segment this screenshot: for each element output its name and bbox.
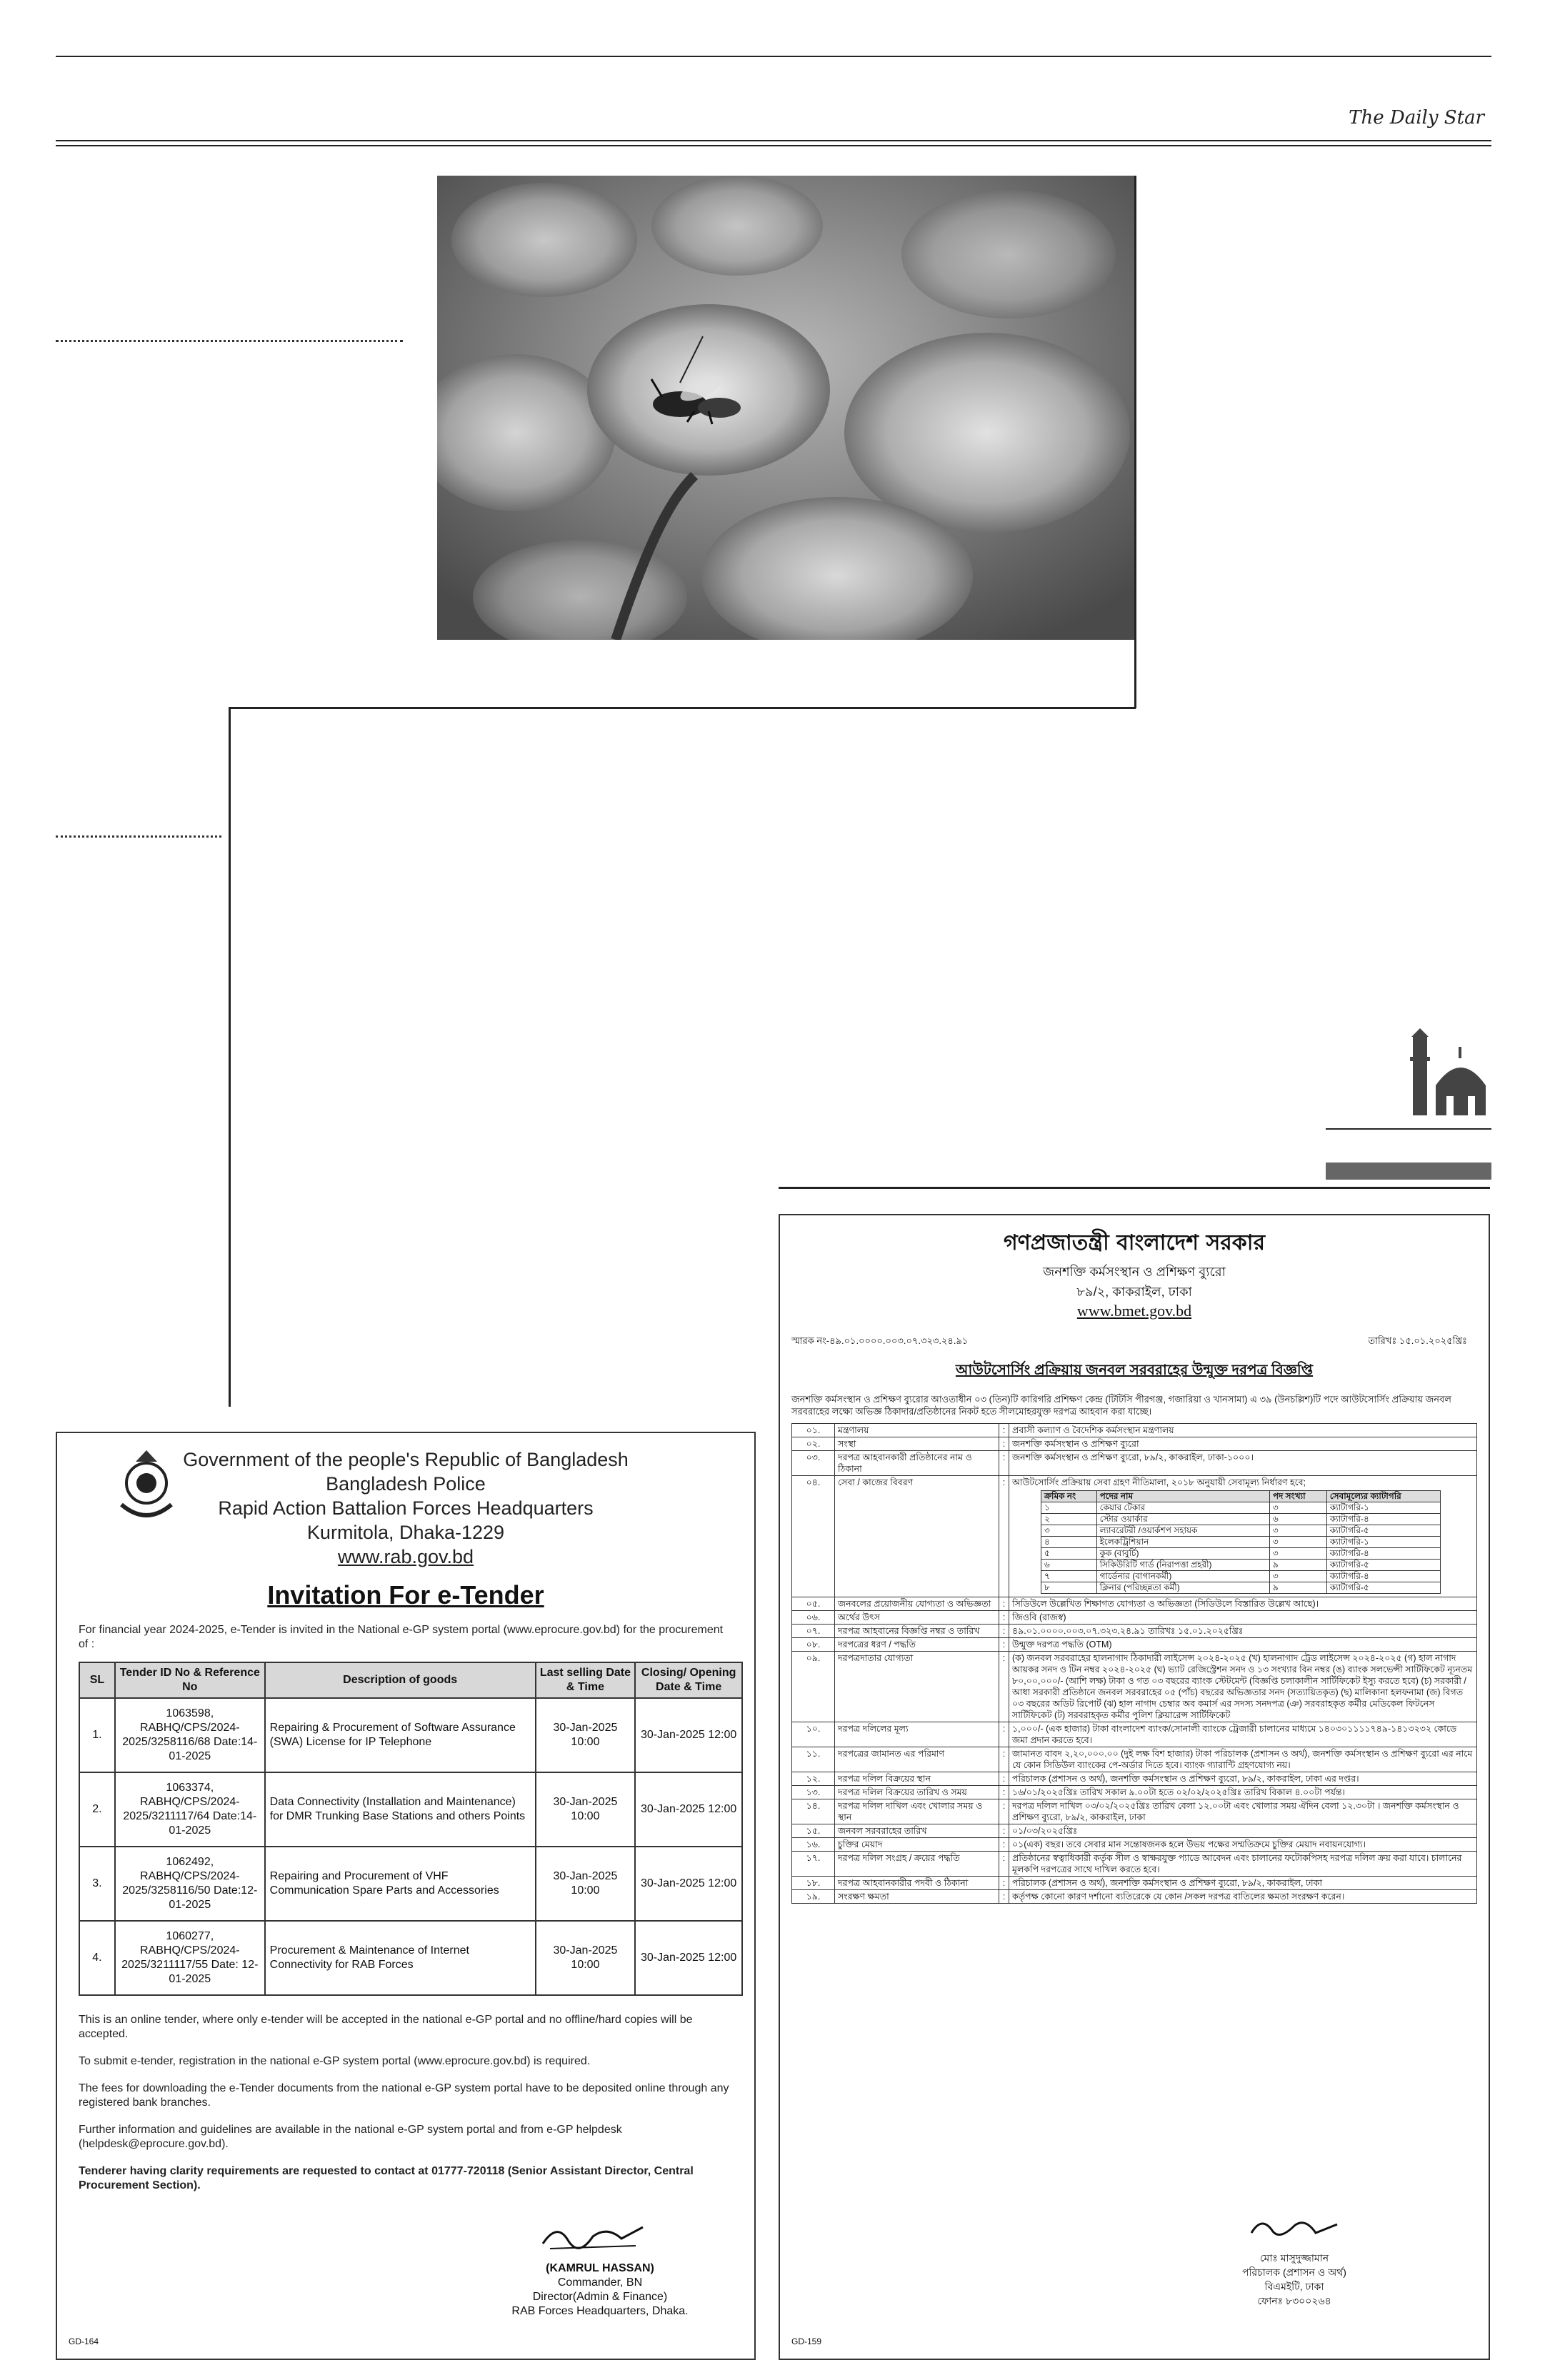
post-cell: ক্যাটাগরি-৫ — [1326, 1582, 1440, 1594]
bmet-signatory-line: বিএমইটি, ঢাকা — [1264, 2281, 1324, 2292]
row-value: ৪৯.০১.০০০০.০০৩.০৭.৩২৩.২৪.৯১ তারিখঃ ১৫.০১.২০২৫খ্রিঃ — [1009, 1625, 1477, 1638]
section-rule — [1326, 1128, 1491, 1130]
post-cell: ৬ — [1041, 1560, 1097, 1571]
row-value: দরপত্র দলিল দাখিল ০৩/০২/২০২৫খ্রিঃ তারিখ বেলা ১২.০০টা এবং খোলার সময় ঐদিন বেলা ১২.৩০টা । জনশক্তি কর্মসংস্থান ও প্রশিক্ষণ ব্যুরো, ৮৯/২, কাকরাইল, ঢাকা — [1009, 1799, 1477, 1824]
row-value: ১,০০০/- (এক হাজার) টাকা বাংলাদেশ ব্যাংক/সোনালী ব্যাংকে ট্রেজারী চালানের মাধ্যমে ১৪০৩০১১১১৭৪৯-১৪১৩২৩২ কোডে জমা প্রদান করতে হবে। — [1009, 1722, 1477, 1747]
table-row: ১০. দরপত্র দলিলের মূল্য : ১,০০০/- (এক হাজার) টাকা বাংলাদেশ ব্যাংক/সোনালী ব্যাংকে ট্রেজারী চালানের মাধ্যমে ১৪০৩০১১১১৭৪৯-১৪১৩২৩২ কোডে জমা প্রদান করতে হবে। — [792, 1722, 1477, 1747]
row-key: দরপত্র আহবানকারী প্রতিষ্ঠানের নাম ও ঠিকানা — [835, 1451, 999, 1476]
post-cell: ক্যাটাগরি-৫ — [1326, 1560, 1440, 1571]
rab-signatory-line: Commander, BN — [557, 2276, 643, 2289]
row-value: ১৬/০১/২০২৫খ্রিঃ তারিখ সকাল ৯.০০টা হতে ০২/০২/২০২৫খ্রিঃ তারিখ বিকাল ৪.০০টা পর্যন্ত। — [1009, 1786, 1477, 1799]
post-cell: ২ — [1041, 1514, 1097, 1525]
rab-tender-ad — [56, 1432, 756, 2360]
post-cell: ৪ — [1041, 1537, 1097, 1548]
post-cell: ৩ — [1269, 1525, 1326, 1537]
cell-close: 30-Jan-2025 12:00 — [635, 1847, 742, 1921]
table-row — [1041, 1548, 1441, 1560]
cell-ref: 1063598, RABHQ/CPS/2024-2025/3258116/68 Date:14-01-2025 — [115, 1698, 265, 1772]
rab-note: The fees for downloading the e-Tender documents from the national e-GP system portal have to be deposited online through any registered bank branches. — [79, 2082, 729, 2109]
row-value: ০১(এক) বছর। তবে সেবার মান সন্তোষজনক হলে উভয় পক্ষের সম্মতিক্রমে চুক্তির মেয়াদ নবায়নযোগ্য। — [1009, 1838, 1477, 1852]
post-cell: ৮ — [1041, 1582, 1097, 1594]
row-number: ০৯. — [792, 1652, 835, 1722]
table-row: ০৮. দরপত্রের ধরণ / পদ্ধতি : উন্মুক্ত দরপত্র পদ্ধতি (OTM) — [792, 1638, 1477, 1652]
cell-sl: 1. — [79, 1698, 115, 1772]
col-header: সেবামূল্যের ক্যাটাগরি — [1326, 1491, 1440, 1502]
cell-close: 30-Jan-2025 12:00 — [635, 1698, 742, 1772]
row-value: প্রবাসী কল্যাণ ও বৈদেশিক কর্মসংস্থান মন্ত্রণালয় — [1009, 1424, 1477, 1437]
col-header: SL — [79, 1662, 115, 1698]
posts-table — [1041, 1490, 1441, 1594]
post-cell: ক্যাটাগরি-৫ — [1326, 1525, 1440, 1537]
row-value: উন্মুক্ত দরপত্র পদ্ধতি (OTM) — [1009, 1638, 1477, 1652]
row-value: পরিচালক (প্রশাসন ও অর্থ), জনশক্তি কর্মসংস্থান ও প্রশিক্ষণ ব্যুরো, ৮৯/২, কাকরাইল, ঢাকা — [1009, 1877, 1477, 1890]
post-cell: ৬ — [1269, 1514, 1326, 1525]
row-number: ০৪. — [792, 1476, 835, 1597]
table-row: ১৭. দরপত্র দলিল সংগ্রহ / ক্রয়ের পদ্ধতি : প্রতিষ্ঠানের স্বত্বাধিকারী কর্তৃক সীল ও স্বাক্ষরযুক্ত প্যাডে আবেদন এবং চালানের ফটোকপিসহ দরপত্র দলিল ক্রয় করা যাবে। চালানের মূলকপি দরপত্রের সাথে দাখিল করতে হবে। — [792, 1852, 1477, 1877]
row-number: ১৯. — [792, 1890, 835, 1904]
column-divider — [56, 835, 221, 838]
row-value: প্রতিষ্ঠানের স্বত্বাধিকারী কর্তৃক সীল ও স্বাক্ষরযুক্ত প্যাডে আবেদন এবং চালানের ফটোকপিসহ দরপত্র দলিল ক্রয় করা যাবে। চালানের মূলকপি দরপত্রের সাথে দাখিল করতে হবে। — [1009, 1852, 1477, 1877]
row-value: ০১/০৩/২০২৫খ্রিঃ — [1009, 1824, 1477, 1838]
row-number: ১৭. — [792, 1852, 835, 1877]
post-cell: ৩ — [1269, 1502, 1326, 1514]
row-value — [1009, 1476, 1477, 1597]
row-number: ১৫. — [792, 1824, 835, 1838]
memo-number: স্মারক নং-৪৯.০১.০০০০.০০৩.০৭.৩২৩.২৪.৯১ — [791, 1335, 969, 1346]
rab-header-line: Kurmitola, Dhaka-1229 — [306, 1522, 505, 1543]
row-number: ০২. — [792, 1437, 835, 1451]
row-number: ১৩. — [792, 1786, 835, 1799]
rab-note: Further information and guidelines are available in the national e-GP system portal and from e-GP helpdesk (helpdesk@eprocure.gov.bd). — [79, 2124, 622, 2150]
row-value: জনশক্তি কর্মসংস্থান ও প্রশিক্ষণ ব্যুরো, ৮৯/২, কাকরাইল, ঢাকা-১০০০। — [1009, 1451, 1477, 1476]
cell-close: 30-Jan-2025 12:00 — [635, 1772, 742, 1847]
cell-sl: 2. — [79, 1772, 115, 1847]
row-number: ০৩. — [792, 1451, 835, 1476]
post-cell: কুক (বাবুর্চি) — [1096, 1548, 1269, 1560]
bmet-signatory-name: মোঃ মাসুদুজ্জামান — [1259, 2252, 1329, 2264]
row-value: কর্তৃপক্ষ কোনো কারণ দর্শানো ব্যতিরেকে যে কোন /সকল দরপত্র বাতিলের ক্ষমতা সংরক্ষণ করেন। — [1009, 1890, 1477, 1904]
row-value: জিওবি (রাজস্ব) — [1009, 1611, 1477, 1625]
rab-signatory-line: RAB Forces Headquarters, Dhaka. — [511, 2305, 689, 2317]
table-row: ১৪. দরপত্র দলিল দাখিল এবং খোলার সময় ও স্থান : দরপত্র দলিল দাখিল ০৩/০২/২০২৫খ্রিঃ তারিখ বেলা ১২.০০টা এবং খোলার সময় ঐদিন বেলা ১২.৩০টা । জনশক্তি কর্মসংস্থান ও প্রশিক্ষণ ব্যুরো, ৮৯/২, কাকরাইল, ঢাকা — [792, 1799, 1477, 1824]
frame-line — [1134, 176, 1136, 708]
col-header: Tender ID No & Reference No — [115, 1662, 265, 1698]
cell-last: 30-Jan-2025 10:00 — [536, 1772, 636, 1847]
frame-line — [779, 1187, 1490, 1189]
memo-date: তারিখঃ ১৫.০১.২০২৫খ্রিঃ — [1368, 1335, 1467, 1346]
table-header-row — [79, 1662, 742, 1698]
rab-website-link[interactable]: www.rab.gov.bd — [337, 1546, 474, 1567]
row-key: দরপত্র দলিল বিক্রয়ের তারিখ ও সময় — [835, 1786, 999, 1799]
row-number: ১৪. — [792, 1799, 835, 1824]
masthead-logo: The Daily Star — [1349, 107, 1484, 129]
signature-icon — [536, 2219, 650, 2254]
post-cell: ৭ — [1041, 1571, 1097, 1582]
post-cell: ৩ — [1041, 1525, 1097, 1537]
rab-emblem-icon — [114, 1447, 179, 1526]
post-cell: ৩ — [1269, 1537, 1326, 1548]
post-cell: ল্যাবরেটরী /ওয়ার্কশপ সহায়ক — [1096, 1525, 1269, 1537]
bmet-website-link[interactable]: www.bmet.gov.bd — [1076, 1302, 1192, 1320]
row-key: সংস্থা — [835, 1437, 999, 1451]
cell-ref: 1062492, RABHQ/CPS/2024-2025/3258116/50 Date:12-01-2025 — [115, 1847, 265, 1921]
post-cell: ৩ — [1269, 1548, 1326, 1560]
row-key: জনবল সরবরাহের তারিখ — [835, 1824, 999, 1838]
masthead-rule-2 — [56, 145, 1491, 146]
row-key: দরপত্র দলিল দাখিল এবং খোলার সময় ও স্থান — [835, 1799, 999, 1824]
ad-code: GD-164 — [69, 2336, 99, 2346]
row-key: দরপত্র দলিল সংগ্রহ / ক্রয়ের পদ্ধতি — [835, 1852, 999, 1877]
table-row — [1041, 1525, 1441, 1537]
bee-flower-photo — [437, 176, 1134, 640]
row-value: জামানত বাবদ ২,২০,০০০.০০ (দুই লক্ষ বিশ হাজার) টাকা পরিচালক (প্রশাসন ও অর্থ), জনশক্তি কর্মসংস্থান ও প্রশিক্ষণ ব্যুরো এর নামে যে কোন সিডিউল ব্যাংকের পে-অর্ডার দিতে হবে। ব্যাংক গ্যারান্টি গ্রহণযোগ্য নয়। — [1009, 1747, 1477, 1772]
bmet-signatory-line: ফোনঃ ৮৩০০২৬৪ — [1257, 2295, 1331, 2306]
bmet-notice-title: আউটসোর্সিং প্রক্রিয়ায় জনবল সরবরাহের উন্মুক্ত দরপত্র বিজ্ঞপ্তি — [955, 1362, 1314, 1378]
frame-line — [229, 707, 231, 1407]
table-row — [1041, 1514, 1441, 1525]
table-row: ১৬. চুক্তির মেয়াদ : ০১(এক) বছর। তবে সেবার মান সন্তোষজনক হলে উভয় পক্ষের সম্মতিক্রমে চুক্তির মেয়াদ নবায়নযোগ্য। — [792, 1838, 1477, 1852]
rab-note: Tenderer having clarity requirements are requested to contact at 01777-720118 (Senior Assistant Director, Central Procurement Section). — [79, 2165, 694, 2191]
col-header: Closing/ Opening Date & Time — [635, 1662, 742, 1698]
table-row — [1041, 1537, 1441, 1548]
post-cell: ৫ — [1041, 1548, 1097, 1560]
row-number: ০৫. — [792, 1597, 835, 1611]
table-row — [1041, 1560, 1441, 1571]
table-row: ০৯. দরপত্রদাতার যোগ্যতা : (ক) জনবল সরবরাহের হালনাগাদ ঠিকাদারী লাইসেন্স ২০২৪-২০২৫ (খ) হালনাগাদ ট্রেড লাইসেন্স ২০২৪-২০২৫ (গ) হাল নাগাদ আয়কর সনদ ও টিন নম্বর ২০২৪-২০২৫ (ঘ) ভ্যাট রেজিস্ট্রেশন সনদ ও ১৩ সংখ্যার বিন নম্বর (ঙ) ব্যাংক সলভেন্সী সার্টিফিকেট ন্যূনতম ৮০,০০,০০০/- (আশি লক্ষ) টাকা ও গত ০৩ বছরের ব্যাংক স্টেটমেন্ট (বিজ্ঞপ্তি চলাকালীন সার্টিফিকেট ইস্যু করতে হবে) (চ) সরকারী / আধা সরকারী প্রতিষ্ঠানে জনবল সরবরাহের ০৫ (পাঁচ) বছরের অভিজ্ঞতার সনদ (সত্যায়িতকৃত) (ছ) মালিকানা হলফনামা (জ) বিগত ০৩ বছরের অডিট রিপোর্ট (ঝ) হাল নাগাদ চেম্বার অব কমার্স এর সদস্য সনদপত্র (ঞ) সরবরাহকৃত কর্মীর মেডিকেল ফিটনেস সার্টিফিকেট (ট) সরবরাহকৃত কর্মীর পুলিশ ক্লিয়ারেন্স সার্টিফিকেট — [792, 1652, 1477, 1722]
section-bar — [1326, 1163, 1491, 1180]
row-number: ১৮. — [792, 1877, 835, 1890]
table-row: ১৯. সংরক্ষণ ক্ষমতা : কর্তৃপক্ষ কোনো কারণ দর্শানো ব্যতিরেকে যে কোন /সকল দরপত্র বাতিলের ক্ষমতা সংরক্ষণ করেন। — [792, 1890, 1477, 1904]
column-divider — [56, 340, 403, 342]
post-cell: ক্যাটাগরি-১ — [1326, 1537, 1440, 1548]
row-key: অর্থের উৎস — [835, 1611, 999, 1625]
row-key: সেবা / কাজের বিবরণ — [835, 1476, 999, 1597]
col-header: ক্রমিক নং — [1041, 1491, 1097, 1502]
table-row: ০২. সংস্থা : জনশক্তি কর্মসংস্থান ও প্রশিক্ষণ ব্যুরো — [792, 1437, 1477, 1451]
table-row: ০৫. জনবলের প্রয়োজনীয় যোগ্যতা ও অভিজ্ঞতা : সিডিউলে উল্লেখিত শিক্ষাগত যোগ্যতা ও অভিজ্ঞতা (সিডিউলে বিস্তারিত উল্লেখ আছে)। — [792, 1597, 1477, 1611]
row-key: জনবলের প্রয়োজনীয় যোগ্যতা ও অভিজ্ঞতা — [835, 1597, 999, 1611]
row-value: পরিচালক (প্রশাসন ও অর্থ), জনশক্তি কর্মসংস্থান ও প্রশিক্ষণ ব্যুরো, ৮৯/২, কাকরাইল, ঢাকা এর দপ্তর। — [1009, 1772, 1477, 1786]
row-number: ০১. — [792, 1424, 835, 1437]
row-value: জনশক্তি কর্মসংস্থান ও প্রশিক্ষণ ব্যুরো — [1009, 1437, 1477, 1451]
cell-close: 30-Jan-2025 12:00 — [635, 1921, 742, 1995]
rab-note: To submit e-tender, registration in the national e-GP system portal (www.eprocure.gov.bd) is required. — [79, 2055, 591, 2067]
rab-header-line: Bangladesh Police — [326, 1473, 486, 1495]
cell-ref: 1060277, RABHQ/CPS/2024-2025/3211117/55 Date: 12-01-2025 — [115, 1921, 265, 1995]
top-rule — [56, 56, 1491, 57]
post-cell: ৯ — [1269, 1582, 1326, 1594]
cell-desc: Repairing and Procurement of VHF Communication Spare Parts and Accessories — [265, 1847, 536, 1921]
row-key: দরপত্রদাতার যোগ্যতা — [835, 1652, 999, 1722]
bmet-tender-ad — [779, 1214, 1490, 2360]
table-row: ১৮. দরপত্র আহবানকারীর পদবী ও ঠিকানা : পরিচালক (প্রশাসন ও অর্থ), জনশক্তি কর্মসংস্থান ও প্রশিক্ষণ ব্যুরো, ৮৯/২, কাকরাইল, ঢাকা — [792, 1877, 1477, 1890]
row-number: ১০. — [792, 1722, 835, 1747]
table-row — [1041, 1582, 1441, 1594]
bmet-info-table — [791, 1423, 1477, 1904]
post-cell: ক্যাটাগরি-১ — [1326, 1502, 1440, 1514]
bmet-signatory-line: পরিচালক (প্রশাসন ও অর্থ) — [1242, 2266, 1346, 2278]
row-number: ০৮. — [792, 1638, 835, 1652]
row-key: দরপত্রের ধরণ / পদ্ধতি — [835, 1638, 999, 1652]
bmet-title: গণপ্রজাতন্ত্রী বাংলাদেশ সরকার — [1004, 1230, 1265, 1255]
row-number: ১৬. — [792, 1838, 835, 1852]
rab-signatory-line: Director(Admin & Finance) — [532, 2291, 668, 2303]
row-key: চুক্তির মেয়াদ — [835, 1838, 999, 1852]
table-row: ০৭. দরপত্র আহবানের বিজ্ঞপ্তি নম্বর ও তারিখ : ৪৯.০১.০০০০.০০৩.০৭.৩২৩.২৪.৯১ তারিখঃ ১৫.০১.২০২৫খ্রিঃ — [792, 1625, 1477, 1638]
cell-desc: Procurement & Maintenance of Internet Connectivity for RAB Forces — [265, 1921, 536, 1995]
table-row — [79, 1698, 742, 1772]
photo-illustration — [437, 176, 1134, 640]
ad-code: GD-159 — [791, 2336, 822, 2346]
table-row: ১৫. জনবল সরবরাহের তারিখ : ০১/০৩/২০২৫খ্রিঃ — [792, 1824, 1477, 1838]
col-header: পদ সংখ্যা — [1269, 1491, 1326, 1502]
post-cell: ক্লিনার (পরিচ্ছন্নতা কর্মী) — [1096, 1582, 1269, 1594]
rab-intro: For financial year 2024-2025, e-Tender is invited in the National e-GP system portal (www.eprocure.gov.bd) for the procurement of : — [79, 1624, 724, 1650]
row-key: মন্ত্রণালয় — [835, 1424, 999, 1437]
post-cell: স্টোর ওয়ার্কার — [1096, 1514, 1269, 1525]
cell-last: 30-Jan-2025 10:00 — [536, 1847, 636, 1921]
rab-header-line: Rapid Action Battalion Forces Headquarters — [218, 1497, 594, 1519]
cell-sl: 3. — [79, 1847, 115, 1921]
row-key: দরপত্র আহবানের বিজ্ঞপ্তি নম্বর ও তারিখ — [835, 1625, 999, 1638]
table-row: ১৩. দরপত্র দলিল বিক্রয়ের তারিখ ও সময় : ১৬/০১/২০২৫খ্রিঃ তারিখ সকাল ৯.০০টা হতে ০২/০২/২০২৫খ্রিঃ তারিখ বিকাল ৪.০০টা পর্যন্ত। — [792, 1786, 1477, 1799]
row-value: (ক) জনবল সরবরাহের হালনাগাদ ঠিকাদারী লাইসেন্স ২০২৪-২০২৫ (খ) হালনাগাদ ট্রেড লাইসেন্স ২০২৪-২০২৫ (গ) হাল নাগাদ আয়কর সনদ ও টিন নম্বর ২০২৪-২০২৫ (ঘ) ভ্যাট রেজিস্ট্রেশন সনদ ও ১৩ সংখ্যার বিন নম্বর (ঙ) ব্যাংক সলভেন্সী সার্টিফিকেট ন্যূনতম ৮০,০০,০০০/- (আশি লক্ষ) টাকা ও গত ০৩ বছরের ব্যাংক স্টেটমেন্ট (বিজ্ঞপ্তি চলাকালীন সার্টিফিকেট ইস্যু করতে হবে) (চ) সরকারী / আধা সরকারী প্রতিষ্ঠানে জনবল সরবরাহের ০৫ (পাঁচ) বছরের অভিজ্ঞতার সনদ (সত্যায়িতকৃত) (ছ) মালিকানা হলফনামা (জ) বিগত ০৩ বছরের অডিট রিপোর্ট (ঝ) হাল নাগাদ চেম্বার অব কমার্স এর সদস্য সনদপত্র (ঞ) সরবরাহকৃত কর্মীর মেডিকেল ফিটনেস সার্টিফিকেট (ট) সরবরাহকৃত কর্মীর পুলিশ ক্লিয়ারেন্স সার্টিফিকেট — [1009, 1652, 1477, 1722]
row-key: দরপত্র দলিল বিক্রয়ের স্থান — [835, 1772, 999, 1786]
post-cell: ৯ — [1269, 1560, 1326, 1571]
cell-desc: Data Connectivity (Installation and Maintenance) for DMR Trunking Base Stations and others Points — [265, 1772, 536, 1847]
signature-icon — [1237, 2211, 1351, 2247]
col-header: পদের নাম — [1096, 1491, 1269, 1502]
cell-last: 30-Jan-2025 10:00 — [536, 1698, 636, 1772]
table-row: ১১. দরপত্রের জামানত এর পরিমাণ : জামানত বাবদ ২,২০,০০০.০০ (দুই লক্ষ বিশ হাজার) টাকা পরিচালক (প্রশাসন ও অর্থ), জনশক্তি কর্মসংস্থান ও প্রশিক্ষণ ব্যুরো এর নামে যে কোন সিডিউল ব্যাংকের পে-অর্ডার দিতে হবে। ব্যাংক গ্যারান্টি গ্রহণযোগ্য নয়। — [792, 1747, 1477, 1772]
posts-header-row — [1041, 1491, 1441, 1502]
post-cell: সিকিউরিটি গার্ড (নিরাপত্তা প্রহরী) — [1096, 1560, 1269, 1571]
row-number: ১২. — [792, 1772, 835, 1786]
table-row: ১২. দরপত্র দলিল বিক্রয়ের স্থান : পরিচালক (প্রশাসন ও অর্থ), জনশক্তি কর্মসংস্থান ও প্রশিক্ষণ ব্যুরো, ৮৯/২, কাকরাইল, ঢাকা এর দপ্তর। — [792, 1772, 1477, 1786]
table-row: ০৬. অর্থের উৎস : জিওবি (রাজস্ব) — [792, 1611, 1477, 1625]
cell-desc: Repairing & Procurement of Software Assurance (SWA) License for IP Telephone — [265, 1698, 536, 1772]
cell-sl: 4. — [79, 1921, 115, 1995]
rab-signatory-name: (KAMRUL HASSAN) — [546, 2262, 654, 2274]
frame-line — [229, 707, 1136, 709]
table-row: ০১. মন্ত্রণালয় : প্রবাসী কল্যাণ ও বৈদেশিক কর্মসংস্থান মন্ত্রণালয় — [792, 1424, 1477, 1437]
row-value: সিডিউলে উল্লেখিত শিক্ষাগত যোগ্যতা ও অভিজ্ঞতা (সিডিউলে বিস্তারিত উল্লেখ আছে)। — [1009, 1597, 1477, 1611]
post-cell: ক্যাটাগরি-৪ — [1326, 1514, 1440, 1525]
row-number: ১১. — [792, 1747, 835, 1772]
col-header: Description of goods — [265, 1662, 536, 1698]
row-key: দরপত্র দলিলের মূল্য — [835, 1722, 999, 1747]
row-key: সংরক্ষণ ক্ষমতা — [835, 1890, 999, 1904]
post-cell: ইলেকট্রিশিয়ান — [1096, 1537, 1269, 1548]
bmet-intro: জনশক্তি কর্মসংস্থান ও প্রশিক্ষণ ব্যুরোর আওতাধীন ০৩ (তিন)টি কারিগরি প্রশিক্ষণ কেন্দ্র (টিটিসি পীরগঞ্জ, গজারিয়া ও খানসামা) এ ৩৯ (উনচল্লিশ)টি পদে আউটসোর্সিং প্রক্রিয়ায় জনবল সরবরাহের লক্ষ্যে অভিজ্ঞ ঠিকাদার/প্রতিষ্ঠানের নিকট হতে সীলমোহরযুক্ত দরপত্র আহবান করা যাচ্ছে। — [791, 1394, 1451, 1417]
rab-tender-title: Invitation For e-Tender — [267, 1580, 544, 1610]
post-cell: ক্যাটাগরি-৪ — [1326, 1548, 1440, 1560]
rab-note: This is an online tender, where only e-tender will be accepted in the national e-GP portal and no offline/hard copies will be accepted. — [79, 2014, 693, 2040]
masthead-rule-1 — [56, 140, 1491, 141]
bmet-subtitle: জনশক্তি কর্মসংস্থান ও প্রশিক্ষণ ব্যুরো — [1043, 1265, 1226, 1279]
post-cell: গার্ডেনার (বাগানকর্মী) — [1096, 1571, 1269, 1582]
cell-ref: 1063374, RABHQ/CPS/2024-2025/3211117/64 Date:14-01-2025 — [115, 1772, 265, 1847]
post-cell: কেয়ার টেকার — [1096, 1502, 1269, 1514]
row-key: দরপত্র আহবানকারীর পদবী ও ঠিকানা — [835, 1877, 999, 1890]
post-cell: ৩ — [1269, 1571, 1326, 1582]
table-row — [1041, 1502, 1441, 1514]
table-row — [79, 1921, 742, 1995]
post-cell: ১ — [1041, 1502, 1097, 1514]
row-number: ০৬. — [792, 1611, 835, 1625]
row-key: দরপত্রের জামানত এর পরিমাণ — [835, 1747, 999, 1772]
table-row — [79, 1847, 742, 1921]
bmet-address: ৮৯/২, কাকরাইল, ঢাকা — [1076, 1285, 1192, 1299]
table-row: ০৪. সেবা / কাজের বিবরণ : আউটসোর্সিং প্রক্রিয়ায় সেবা গ্রহণ নীতিমালা, ২০১৮ অনুযায়ী সেবামূল্য নির্ধারণ হবে; ক্রমিক নং পদের নাম পদ সংখ্যা সেবামূল্যের ক্যাটাগরি ১ কেয়ার টেকার ৩ ক্যাটাগরি-১ ২ স্টোর ওয়ার্কার ৬ ক্যাটাগরি-৪ ৩ ল্যাবরেটরী /ওয়ার্কশপ সহায়ক ৩ ক্যাটাগরি-৫ ৪ ইলেকট্রিশিয়ান ৩ ক্যাটাগরি-১ ৫ কুক (বাবুর্চি) ৩ ক্যাটাগরি-৪ ৬ সিকিউরিটি গার্ড (নিরাপত্তা প্রহরী) ৯ ক্যাটাগরি-৫ ৭ গার্ডেনার (বাগানকর্মী) ৩ ক্যাটাগরি-৪ ৮ ক্লিনার (পরিচ্ছন্নতা কর্মী) ৯ ক্যাটাগরি-৫ — [792, 1476, 1477, 1597]
cell-last: 30-Jan-2025 10:00 — [536, 1921, 636, 1995]
table-row — [79, 1772, 742, 1847]
rab-header-line: Government of the people's Republic of Bangladesh — [183, 1449, 629, 1470]
table-row — [1041, 1571, 1441, 1582]
services-intro: আউটসোর্সিং প্রক্রিয়ায় সেবা গ্রহণ নীতিমালা, ২০১৮ অনুযায়ী সেবামূল্য নির্ধারণ হবে; — [1012, 1477, 1306, 1487]
row-number: ০৭. — [792, 1625, 835, 1638]
col-header: Last selling Date & Time — [536, 1662, 636, 1698]
mosque-icon — [1321, 1028, 1493, 1121]
post-cell: ক্যাটাগরি-৪ — [1326, 1571, 1440, 1582]
table-row: ০৩. দরপত্র আহবানকারী প্রতিষ্ঠানের নাম ও ঠিকানা : জনশক্তি কর্মসংস্থান ও প্রশিক্ষণ ব্যুরো, ৮৯/২, কাকরাইল, ঢাকা-১০০০। — [792, 1451, 1477, 1476]
rab-tender-table — [79, 1662, 743, 1996]
